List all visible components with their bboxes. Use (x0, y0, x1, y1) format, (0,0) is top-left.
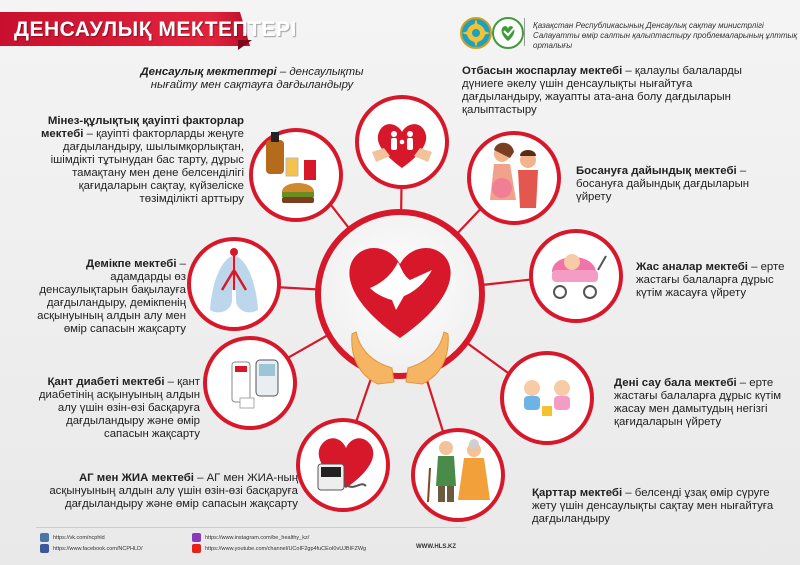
instagram-icon (192, 533, 201, 542)
school-title: Дені сау бала мектебі (614, 377, 737, 389)
school-desc: – АГ мен ЖИА-ның асқынуының алдын алу үшін өзін-өзі басқаруға дағдыландыру және өмір сапасын жақсарту (49, 472, 298, 510)
school-desc: – белсенді ұзақ өмір сүруге жету үшін денсаулықты сақтау мен нығайтуға дағдыландыру (532, 487, 774, 525)
school-desc: – ерте жастағы балаларға дұрыс күтім жасауға үйрету (636, 261, 785, 299)
page-title: ДЕНСАУЛЫҚ МЕКТЕПТЕРІ (14, 18, 297, 41)
school-healthy-child-text (614, 377, 790, 429)
vk-url: https://vk.com/ncphld (53, 534, 105, 541)
school-desc: – адамдарды өз денсаулықтарын бақылауға дағдыландыру, демікпенің асқынуының алдын алу мен өмір сапасын жақсарту (37, 258, 186, 335)
facebook-link[interactable] (40, 544, 143, 553)
instagram-url: https://www.instagram.com/be_healthy_kz/ (205, 534, 310, 541)
school-desc: – ерте жастағы балаларға дұрыс күтім жасау мен дамытудың негізгі қағидаларын үйрету (614, 377, 782, 428)
school-hypertension-text (30, 472, 298, 511)
youtube-icon (192, 544, 201, 553)
school-birth-text (576, 165, 786, 204)
instagram-link[interactable] (192, 533, 309, 542)
school-desc: – босануға дайындық дағдыларын үйрету (576, 165, 750, 203)
vk-icon (40, 533, 49, 542)
school-title: Отбасын жоспарлау мектебі (462, 65, 623, 77)
school-title: Босануға дайындық мектебі (576, 165, 737, 177)
main-description (136, 66, 368, 92)
youtube-url: https://www.youtube.com/channel/UCoIF2gp4fuCEoI0vUJBIFZWg (205, 545, 367, 552)
main-text: – денсаулықты нығайту мен сақтауға дағдыландыру (150, 66, 364, 91)
school-title: Қант диабеті мектебі (47, 376, 165, 388)
school-title: Мінез-құлықтық қауіпті факторлар мектебі (40, 115, 244, 140)
school-title: Қарттар мектебі (532, 487, 623, 499)
school-desc: – қант диабетінің асқынуының алдын алу үшін өзін-өзі басқаруға дағдыландыру және өмір сапасын жақсарту (38, 376, 200, 440)
school-elderly-text (532, 487, 794, 526)
school-diabetes-text (36, 376, 200, 441)
facebook-url: https://www.facebook.com/NCPHLD/ (53, 545, 143, 552)
school-young-mothers-text (636, 261, 786, 300)
youtube-link[interactable] (192, 544, 366, 553)
school-asthma-text (34, 258, 186, 336)
school-desc: – қалаулы балаларды дүниеге әкелу үшін денсаулықты нығайтуға дағдыландыру, жауапты ата-ана болу дағдыларын қалыптастыру (462, 65, 742, 116)
facebook-icon (40, 544, 49, 553)
school-desc: – қауіпті факторларды жеңуге дағдыландыру, шылымқорлықтан, ішімдікті тұтынудан бас тарту, дұрыс тамақтану мен дене белсенділігі қағидаларын сақтау, күйзеліске төзімділікті арттыру (50, 128, 244, 205)
website-link[interactable]: WWW.HLS.KZ (416, 544, 456, 550)
center-name: Салауатты өмір салтын қалыптастыру проблемаларының ұлттық орталығы (533, 31, 798, 50)
school-title: Демікпе мектебі (85, 258, 177, 270)
ministry-name: Қазақстан Республикасының Денсаулық сақтау министрлігі (533, 21, 764, 30)
school-title: АГ мен ЖИА мектебі (78, 472, 194, 484)
school-title: Жас аналар мектебі (636, 261, 748, 273)
vk-link[interactable] (40, 533, 105, 542)
school-family-text (462, 65, 774, 117)
main-title: Денсаулық мектептері (140, 66, 277, 78)
school-risk-factors-text (36, 115, 244, 206)
footer-divider (36, 527, 466, 528)
